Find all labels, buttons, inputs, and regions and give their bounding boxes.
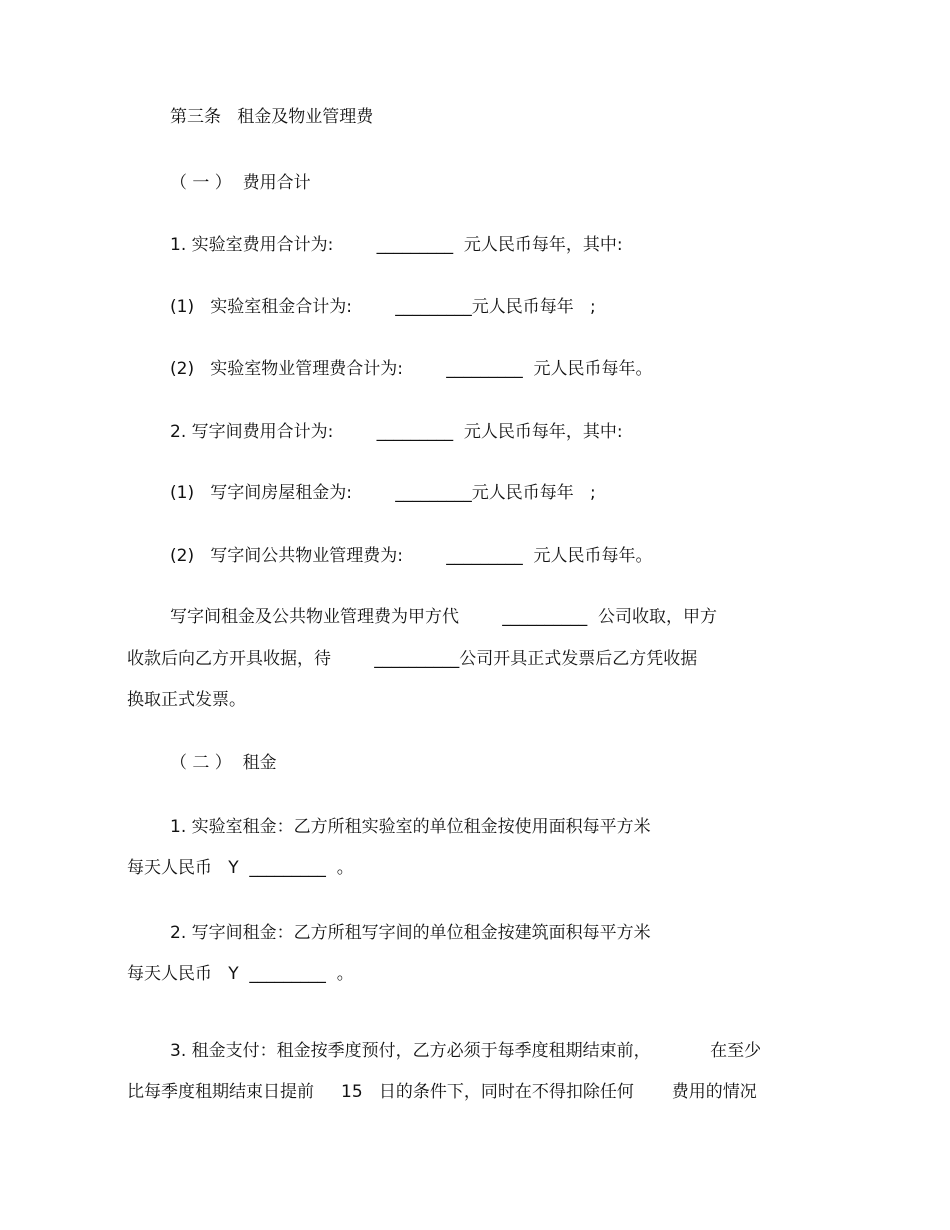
office-rent-rate-line-1: 2. 写字间租金：乙方所租写字间的单位租金按建筑面积每平方米 xyxy=(170,923,651,943)
section-heading: 第三条 租金及物业管理费 xyxy=(170,107,374,127)
subsection-heading-fees-total: （ 一 ） 费用合计 xyxy=(170,173,311,193)
lab-fees-total-line: 1. 实验室费用合计为: _________ 元人民币每年，其中: xyxy=(170,235,623,255)
subsection-heading-rent: （ 二 ） 租金 xyxy=(170,753,277,773)
lab-management-fee-line: (2) 实验室物业管理费合计为: _________ 元人民币每年。 xyxy=(170,359,653,379)
office-fees-total-line: 2. 写字间费用合计为: _________ 元人民币每年，其中: xyxy=(170,422,623,442)
office-rent-rate-line-2: 每天人民币 Y _________ 。 xyxy=(127,964,354,984)
collection-paragraph-line-3: 换取正式发票。 xyxy=(127,690,246,710)
rent-payment-line-2: 比每季度租期结束日提前 15 日的条件下，同时在不得扣除任何 费用的情况 xyxy=(127,1082,757,1102)
lab-rent-rate-line-1: 1. 实验室租金：乙方所租实验室的单位租金按使用面积每平方米 xyxy=(170,817,651,837)
office-management-fee-line: (2) 写字间公共物业管理费为: _________ 元人民币每年。 xyxy=(170,546,653,566)
rent-payment-line-1: 3. 租金支付：租金按季度预付，乙方必须于每季度租期结束前， 在至少 xyxy=(170,1041,762,1061)
collection-paragraph-line-1: 写字间租金及公共物业管理费为甲方代 __________ 公司收取，甲方 xyxy=(170,607,718,627)
office-rent-line: (1) 写字间房屋租金为: _________元人民币每年 ; xyxy=(170,483,596,503)
lab-rent-total-line: (1) 实验室租金合计为: _________元人民币每年 ; xyxy=(170,297,596,317)
lab-rent-rate-line-2: 每天人民币 Y _________ 。 xyxy=(127,858,354,878)
collection-paragraph-line-2: 收款后向乙方开具收据，待 __________公司开具正式发票后乙方凭收据 xyxy=(127,649,698,669)
